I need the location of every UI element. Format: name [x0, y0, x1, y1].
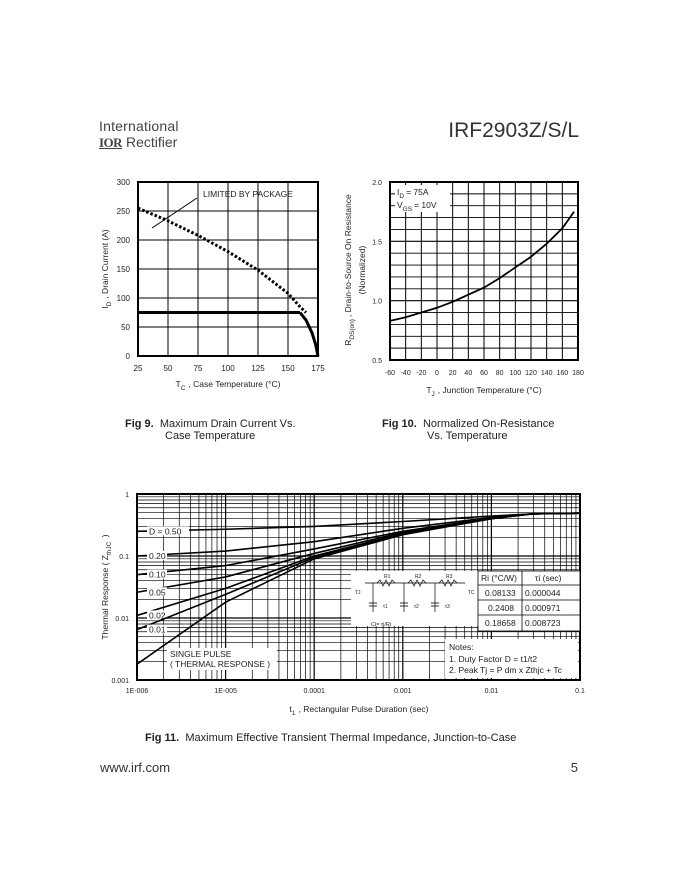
fig10-xtick-label: 180: [572, 370, 584, 377]
fig9-ylabel: $I_D$, Drain Current (A): [100, 229, 113, 309]
logo-rectifier-text: Rectifier: [125, 134, 178, 150]
fig9-annotation-leader: [152, 198, 197, 228]
fig11-xtick-label: 0.001: [394, 688, 412, 695]
fig10-ylabel-line1: $R_{DS(on)}$, Drain-to-Source On Resistance: [343, 194, 356, 346]
fig11-series-label: 0.02: [149, 610, 166, 621]
fig10-xtick-label: 100: [509, 370, 522, 377]
fig10-xtick-label: 0: [435, 370, 439, 377]
fig9-ytick-label: 150: [116, 265, 130, 274]
fig10-chart: [340, 172, 590, 400]
fig11-parameter-table: [478, 571, 580, 631]
fig10-xtick-label: 120: [525, 370, 537, 377]
fig9-xtick-label: 100: [221, 364, 235, 373]
logo-line-international: International: [99, 118, 179, 134]
fig9-series-line: [138, 208, 306, 312]
fig10-caption: [382, 418, 554, 442]
fig11-xlabel: $t_1$ , Rectangular Pulse Duration (sec): [289, 704, 429, 717]
fig11-circuit-ri-label: R2: [415, 574, 422, 580]
fig10-ytick-label: 0.5: [372, 358, 382, 365]
fig11-table-cell: 0.18658: [485, 618, 516, 628]
fig11-xtick-label: 0.1: [575, 688, 585, 695]
fig9-caption-label: Fig 9.: [125, 418, 154, 430]
fig11-ytick-label: 0.01: [115, 616, 129, 623]
fig11-circuit-ri-label: R1: [384, 574, 391, 580]
fig11-table-cell: 0.000971: [525, 603, 561, 613]
fig9-ytick-label: 200: [116, 236, 130, 245]
fig11-xtick-label: 0.01: [484, 688, 499, 695]
fig11-xtick-label: 1E-005: [214, 688, 237, 695]
fig11-series-line: [137, 513, 580, 556]
fig11-notes-line2: 2. Peak Tj = P dm x Zthjc + Tc: [449, 665, 562, 675]
fig9-annotation: LIMITED BY PACKAGE: [203, 189, 293, 199]
fig9-ytick-label: 250: [116, 207, 130, 216]
fig10-xtick-label: 20: [448, 370, 457, 377]
fig10-ytick-label: 1.5: [372, 239, 382, 247]
fig11-notes-title: Notes:: [449, 642, 474, 652]
fig11-table-cell: 0.000044: [525, 588, 561, 598]
fig10-caption-line1: Normalized On-Resistance: [422, 418, 555, 430]
fig11-table-cell: 0.08133: [485, 588, 516, 598]
fig11-table-header-tau: τi (sec): [535, 573, 562, 583]
fig9-chart: [95, 172, 345, 394]
fig11-ytick-label: 1: [125, 492, 129, 499]
fig11-ytick-label: 0.1: [119, 554, 129, 561]
fig11-table-header-ri: Ri (°C/W): [481, 573, 517, 583]
fig11-caption-label: Fig 11.: [145, 732, 180, 744]
fig9-ytick-label: 0: [125, 352, 130, 361]
fig11-ylabel: Thermal Response ( $Z_{thJC}$ ): [100, 534, 113, 640]
fig10-xtick-label: 140: [540, 370, 553, 377]
fig11-circuit-tau-label: τ1: [383, 604, 388, 610]
fig9-xtick-label: 75: [193, 364, 203, 373]
fig11-notes: [445, 639, 578, 678]
fig11-rc-network: [351, 571, 478, 628]
fig10-xlabel: $T_J$ , Junction Temperature (°C): [426, 385, 542, 398]
fig9-caption-line2: Case Temperature: [165, 430, 256, 442]
fig10-xtick-label: -60: [384, 370, 396, 377]
fig9-xtick-label: 50: [163, 364, 173, 373]
fig11-table-cell: 0.008723: [525, 618, 561, 628]
fig9-xtick-label: 125: [251, 364, 265, 373]
fig10-caption-line2: Vs. Temperature: [427, 430, 508, 442]
fig11-xtick-label: 0.0001: [303, 688, 325, 695]
fig10-xtick-label: 160: [556, 370, 569, 377]
fig11-series-label: 0.05: [149, 587, 166, 598]
fig10-xtick-label: 80: [495, 370, 504, 377]
fig11-notes-line1: 1. Duty Factor D = t1/t2: [449, 654, 538, 664]
fig10-ytick-label: 2.0: [372, 180, 382, 187]
fig11-caption: [145, 732, 516, 744]
fig9-caption-line1: Maximum Drain Current Vs.: [159, 418, 296, 430]
part-number: IRF2903Z/S/L: [448, 119, 579, 142]
fig10-ytick-label: 1.0: [372, 298, 382, 306]
fig11-circuit-ri-label: R3: [446, 574, 453, 580]
fig10-caption-label: Fig 10.: [382, 418, 417, 430]
fig9-series-line: [300, 313, 318, 357]
fig11-circuit-tau-label: τ2: [414, 604, 419, 610]
fig11-series-label: 0.10: [149, 569, 166, 580]
fig9-ytick-label: 100: [116, 294, 130, 303]
fig9-ytick-label: 300: [116, 178, 130, 187]
page-number: 5: [570, 760, 578, 775]
fig10-legend-vgs: $V_{GS} = 10V$: [397, 200, 437, 213]
fig11-series-label: 0.01: [149, 624, 166, 635]
fig11-series-label: D = 0.50: [149, 526, 182, 537]
fig10-legend-id: $I_D = 75A$: [397, 187, 429, 200]
fig11-circuit-tc: TC: [468, 590, 475, 596]
fig11-single-pulse-sublabel: ( THERMAL RESPONSE ): [170, 659, 271, 669]
fig9-xtick-label: 175: [311, 364, 325, 373]
fig10-xtick-label: 60: [480, 370, 488, 377]
fig9-xtick-label: 150: [281, 364, 295, 373]
fig11-single-pulse-label: SINGLE PULSE: [170, 649, 232, 659]
fig10-xtick-label: 40: [464, 370, 473, 377]
fig11-caption-text: Maximum Effective Transient Thermal Impedance, Junction-to-Case: [185, 732, 517, 744]
fig9-ytick-label: 50: [121, 323, 130, 332]
fig10-xtick-label: -40: [400, 370, 411, 377]
fig10-xtick-label: -20: [416, 370, 427, 377]
fig9-xlabel: $T_C$ , Case Temperature (°C): [175, 379, 281, 392]
fig11-circuit-tau-label: τ3: [445, 604, 450, 610]
footer-url: www.irf.com: [100, 760, 171, 775]
fig11-series-label: 0.20: [149, 551, 166, 561]
fig11-table-cell: 0.2408: [488, 603, 514, 613]
fig9-caption: [125, 418, 296, 442]
fig11-chart: [95, 484, 590, 720]
fig11-circuit-tj: TJ: [355, 590, 361, 596]
fig11-circuit-ci: Ci= τi/Ri: [371, 622, 392, 628]
fig9-xtick-label: 25: [133, 364, 143, 373]
logo-mark: IOR: [99, 135, 123, 150]
fig11-ytick-label: 0.001: [111, 678, 129, 685]
fig10-ylabel-line2: (Normalized): [357, 245, 367, 295]
fig11-xtick-label: 1E-006: [125, 688, 149, 695]
